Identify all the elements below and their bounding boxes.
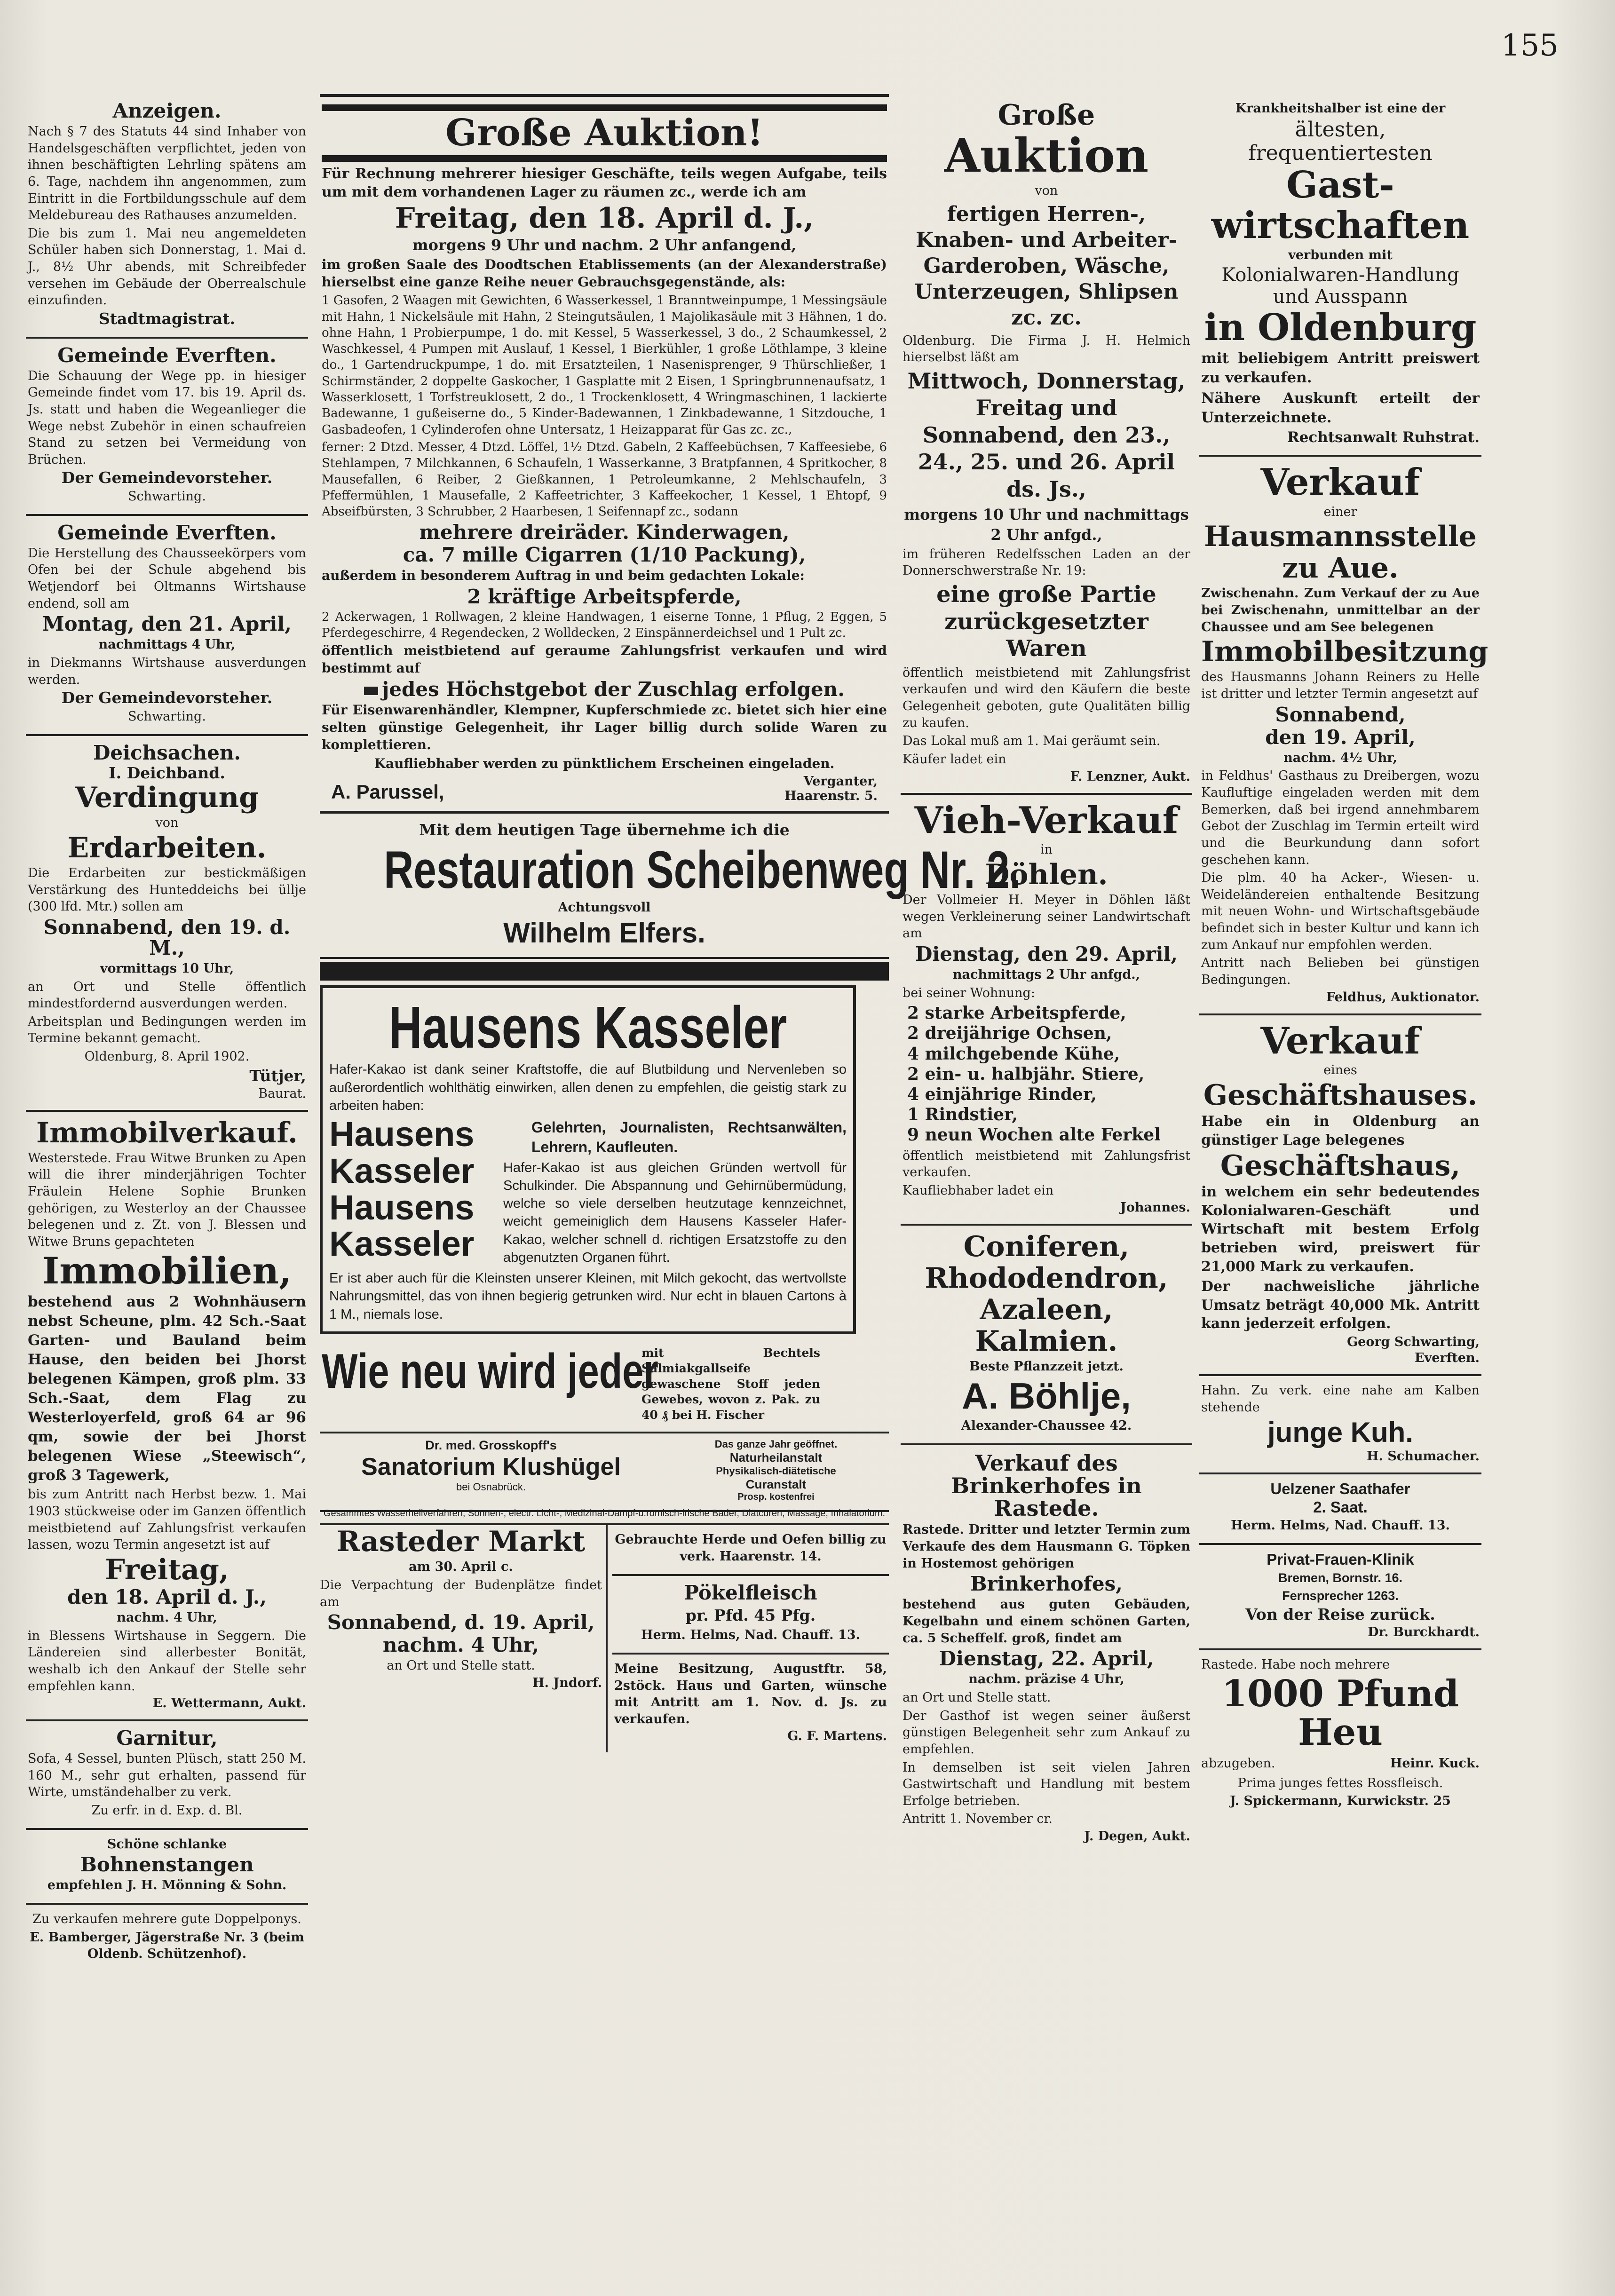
ad-signature: Tütjer, [249, 1066, 306, 1085]
ad-place: Oldenburg, 8. April 1902. [84, 1049, 250, 1064]
ad-signature: A. Böhlje, [962, 1375, 1131, 1417]
ad-saathafer [1199, 1474, 1481, 1545]
ad-coniferen [901, 1226, 1192, 1445]
ad-body: des Hausmanns Johann Reiners zu Helle ist dritter und letzter Termin angesetzt auf [1201, 670, 1480, 701]
ad-date: Dienstag, 22. April, [939, 1647, 1154, 1671]
ad-headline: Große [998, 99, 1095, 132]
ad-gemeinde-2 [26, 516, 308, 736]
ad-time: nachm. 4 Uhr, [117, 1610, 217, 1625]
ad-body: In demselben ist seit vielen Jahren Gastwirtschaft und Handlung mit bestem Erfolge betrieben. [902, 1760, 1190, 1808]
ad-title: 1000 Pfund Heu [1221, 1672, 1459, 1754]
ad-body: an Ort und Stelle öffentlich mindestfordernd ausverdungen werden. [28, 979, 306, 1011]
ad-body: Rastede. Dritter und letzter Termin zum Verkaufe des dem Hausmann G. Töpken in Hostemost gehörigen [902, 1522, 1190, 1571]
ad-signature: Georg Schwarting, [1347, 1334, 1480, 1349]
ad-body: Zu verkaufen mehrere gute Doppelponys. [32, 1912, 301, 1927]
ad-signature: Johannes. [1120, 1200, 1190, 1215]
ad-items: 1 Gasofen, 2 Waagen mit Gewichten, 6 Wasserkessel, 1 Branntweinpumpe, 1 Messingsäule mit Hahn, 1 Nickelsäule mit Hahn, 2 Steingutsäulen, 1 Majolikasäule mit 3 Hähnen, 1 do. ohne Hahn, 1 Probierpumpe, 1 do. mit Kessel, 5 Wasserkessel, 3 do., 2 Schaumkessel, 2 Waschkessel, 4 Pumpen mit Auslauf, 1 Kessel, 1 Bierkühler, 1 große Löthlampe, 3 kleine do., 1 Gartendruckpumpe, 1 do. mit Ersatzteilen, 1 Nasenisprenger, 9 Thürschließer, 1 Schirmständer, 2 doppelte Gaskocher, 1 Gasplatte mit 2 Eisen, 1 Springbrunnenaufsatz, 1 Wasserklosett, 1 Torfstreuklosett, 2 do., 1 Trockenklosett, 4 Wringmaschinen, 1 lackierte Badewanne, 1 gußeiserne do., 5 Kinder-Badewannen, 1 Zinkbadewanne, 1 Sitzdouche, 1 Gasbadeofen, 1 Cylinderofen ohne Untersatz, 1 Heizapparat für Gas zc. zc., [322, 293, 887, 437]
ad-title: Geschäftshauses. [1203, 1079, 1478, 1112]
ad-time: nachm. 4½ Uhr, [1283, 750, 1397, 765]
ad-side-text: Kasseler [329, 1151, 475, 1190]
ad-title: Vieh-Verkauf [914, 799, 1179, 842]
ad-subtitle: I. Deichband. [109, 763, 225, 782]
ad-address: Herm. Helms, Nad. Chauff. 13. [641, 1628, 860, 1643]
ad-time: nachmittags 4 Uhr, [98, 637, 236, 652]
ad-doctor: Dr. med. Grosskopff's [425, 1438, 557, 1452]
ad-body: an Ort und Stelle statt. [387, 1658, 535, 1673]
ad-place: im großen Saale des Doodtschen Etablissements (an der Alexanderstraße) hierselbst eine ganze Reihe neuer Gebrauchsgegenstände, als: [322, 257, 887, 290]
ad-title: Auktion [944, 129, 1149, 183]
ad-body: Gebrauchte Herde und Oefen billig zu verk. Haarenstr. 14. [615, 1532, 887, 1564]
ad-signature: G. F. Martens. [787, 1729, 887, 1744]
ad-address: Bremen, Bornstr. 16. [1278, 1570, 1403, 1585]
ad-body: Die bis zum 1. Mai neu angemeldeten Schüler haben sich Donnerstag, 1. Mai d. J., 8½ Uhr abends, mit Schreibfeder versehen im Gebäude der Oberrealschule einzufinden. [28, 226, 306, 308]
ad-wie-neu [320, 1339, 889, 1433]
ad-time: nachm. präzise 4 Uhr, [968, 1672, 1124, 1687]
ad-signature: Wilhelm Elfers. [503, 917, 705, 949]
ad-highlight: ca. 7 mille Cigarren (1/10 Packung), [403, 543, 806, 566]
ad-body: Rastede. Habe noch mehrere [1201, 1657, 1390, 1672]
ad-body: Meine Besitzung, Augustftr. 58, 2stöck. Haus und Garten, wünsche mit Antritt am 1. Nov. d. Js. zu verkaufen. [614, 1661, 887, 1726]
ad-sign-block [784, 774, 878, 803]
ad-title: Anzeigen. [112, 99, 222, 122]
ad-title: Uelzener Saathafer [1270, 1480, 1410, 1498]
ad-bottom-right [612, 1525, 889, 1752]
ad-sanatorium-right [665, 1438, 887, 1503]
ad-title: Bohnenstangen [80, 1853, 254, 1876]
ad-garnitur [26, 1721, 308, 1830]
ad-body: außerdem in besonderem Auftrag in und beim gedachten Lokale: [322, 567, 805, 583]
ad-body: im früheren Redelfsschen Laden an der Donnerschwerstraße Nr. 19: [902, 546, 1190, 578]
ad-title: Wie neu wird jeder [322, 1344, 658, 1399]
ad-body: Der Vollmeier H. Meyer in Döhlen läßt wegen Verkleinerung seiner Landwirtschaft am [902, 893, 1190, 941]
column-1 [26, 94, 308, 2267]
divider-bar [322, 155, 887, 162]
ad-bottom-row [320, 1523, 889, 1752]
ad-highlight: eine große Partie zurückgesetzter Waren [936, 581, 1156, 662]
ad-title: Immobilverkauf. [36, 1116, 298, 1149]
ad-body: Sofa, 4 Sessel, bunten Plüsch, statt 250 M. 160 M., sehr gut erhalten, passend für Wirte, umständehalber zu verk. [28, 1751, 306, 1800]
ad-body: bestehend aus guten Gebäuden, Kegelbahn und einem schönen Garten, ca. 5 Scheffelf. groß, findet am [902, 1597, 1190, 1646]
ad-body: Antritt 1. November cr. [902, 1812, 1053, 1827]
list-item: 2 dreijährige Ochsen, [907, 1023, 1112, 1044]
ad-gemeinde-1 [26, 339, 308, 516]
ad-body: in Diekmanns Wirtshause ausverdungen werden. [28, 656, 306, 687]
ad-junge-kuh [1199, 1376, 1481, 1474]
ad-side-text: Hausens [329, 1115, 475, 1154]
ad-phone: Fernsprecher 1263. [1282, 1589, 1399, 1603]
list-item: 4 milchgebende Kühe, [907, 1044, 1120, 1064]
ad-note: Zu erfr. in d. Exp. d. Bl. [91, 1803, 243, 1818]
ad-sign-row [322, 774, 887, 803]
ad-headline: Verkauf [1260, 1019, 1420, 1062]
ad-note: Naturheilanstalt [729, 1450, 823, 1465]
ad-sanatorium [320, 1433, 889, 1512]
ad-note: Physikalisch-diätetische [716, 1465, 836, 1477]
list-item: 9 neun Wochen alte Ferkel [907, 1125, 1161, 1145]
ad-body: Oldenburg. Die Firma J. H. Helmich hierselbst läßt am [902, 333, 1190, 365]
list-item: 4 einjährige Rinder, [907, 1085, 1097, 1104]
ad-title: Sanatorium Klushügel [361, 1453, 621, 1481]
ad-line: Kolonialwaren-Handlung [1221, 264, 1459, 286]
ad-headline: Geschäftshaus, [1220, 1149, 1461, 1183]
ad-goods: fertigen Herren-, Knaben- und Arbeiter-Garderoben, Wäsche, Unterzeugen, Shlipsen zc. zc. [914, 202, 1179, 330]
ad-signature: Rechtsanwalt Ruhstrat. [1287, 428, 1480, 446]
ad-von: von [155, 815, 179, 831]
ad-date: Sonnabend, d. 19. April, [327, 1611, 595, 1634]
ad-body: mit Bechtels Salmiakgallseife gewaschene Stoff jeden Gewebes, wovon z. Pak. zu 40 ₰ bei H. Fischer [641, 1346, 820, 1422]
ad-geschaeftshaus [1199, 1015, 1481, 1376]
ad-highlight: 2 kräftige Arbeitspferde, [467, 585, 742, 608]
ad-body: Hafer-Kakao ist aus gleichen Gründen wertvoll für Schulkinder. Die Abspannung und Gehirnübermüdung, welche so viele derselben heutzutage kennzeichnet, weicht gemeiniglich dem Hausens Kasseler Hafer-Kakao, welcher schnell d. richtigen Ersatzstoffe zu den abgenutzten Organen führt. [503, 1160, 847, 1265]
ad-headline: Verdingung [75, 781, 259, 815]
ad-body: in Blessens Wirtshause in Seggern. Die Ländereien sind allerbester Bonität, weshalb ich den Ankauf der Stelle sehr empfehlen kann. [28, 1628, 306, 1694]
ad-date: Montag, den 21. April, [42, 612, 292, 636]
ad-signature: Stadtmagistrat. [98, 309, 235, 328]
ad-subtitle: 2. Saat. [1313, 1498, 1368, 1516]
ad-kleider-auktion [901, 94, 1192, 795]
ad-body: Hahn. Zu verk. eine nahe am Kalben stehende [1201, 1383, 1480, 1415]
ad-body: Hafer-Kakao ist dank seiner Kraftstoffe, die auf Blutbildung und Nervenleben so außerordentlich wohlthätig einwirken, allen denen zu empfehlen, die geistig stark zu arbeiten haben: [329, 1062, 847, 1113]
ad-date: am 30. April c. [409, 1560, 513, 1575]
ad-title: junge Kuh. [1267, 1417, 1413, 1449]
ad-date: Dienstag, den 29. April, [915, 942, 1178, 966]
ad-highlight-text: jedes Höchstgebot der Zuschlag erfolgen. [382, 678, 845, 701]
ad-line: ältesten, [1295, 117, 1386, 142]
ad-line: frequentiertesten [1248, 141, 1433, 165]
ad-gastwirtschaft [1199, 94, 1481, 457]
ad-body: Die Herstellung des Chausseekörpers vom Ofen bei der Schule abgehend bis Wetjendorf bei Oltmanns Wirtshause endend, soll am [28, 546, 306, 611]
ad-body: Der Gasthof ist wegen seiner äußerst günstigen Belegenheit sehr zum Ankauf zu empfehlen. [902, 1708, 1190, 1757]
ad-body: in welchem ein sehr bedeutendes Kolonialwaren-Geschäft und Wirtschaft mit bestem Erfolg betrieben wird, preiswert für 21,000 Mark zu verkaufen. [1201, 1184, 1480, 1275]
ad-hausens-side [329, 1116, 499, 1268]
ad-title: Privat-Frauen-Klinik [1267, 1551, 1414, 1568]
ad-body: an Ort und Stelle statt. [902, 1690, 1051, 1705]
ad-items: 2 Ackerwagen, 1 Rollwagen, 2 kleine Handwagen, 1 eiserne Tonne, 1 Pflug, 2 Eggen, 5 Pferdegeschirre, 4 Regendecken, 2 Wolldecken, 2 Einspännerdeichsel und 1 Pult zc. [322, 610, 887, 641]
ad-title: Hausmannsstelle [1204, 520, 1477, 554]
ad-signature: J. Spickermann, Kurwickstr. 25 [1230, 1794, 1451, 1809]
ad-address: Haarenstr. 5. [784, 789, 878, 804]
ad-signature: E. Wettermann, Aukt. [152, 1696, 306, 1711]
ad-oefen [612, 1525, 889, 1576]
ad-body: Kaufliebhaber werden zu pünktlichem Erscheinen eingeladen. [374, 756, 835, 772]
ad-signature: Feldhus, Auktionator. [1326, 990, 1480, 1005]
ad-body: Nähere Auskunft erteilt der Unterzeichnete. [1201, 390, 1480, 427]
column-4 [1199, 94, 1488, 2267]
ad-vieh-verkauf [901, 795, 1192, 1226]
ad-name: Schwarting. [128, 709, 206, 724]
ad-body: bei seiner Wohnung: [902, 985, 1035, 1000]
ad-body: Arbeitsplan und Bedingungen werden im Termine bekannt gemacht. [28, 1014, 306, 1046]
ad-pre: Krankheitshalber ist eine der [1235, 101, 1446, 116]
ad-body: Er ist aber auch für die Kleinsten unserer Kleinen, mit Milch gekocht, das wertvollste Nahrungsmittel, das von ihnen begierig getrunken wird. Nur echt in blauen Cartons à 1 M., niemals lose. [329, 1271, 847, 1322]
ad-date: Sonnabend, [1275, 703, 1406, 726]
ad-body: öffentlich meistbietend mit Zahlungsfrist verkaufen. [902, 1148, 1190, 1180]
ad-line: und Ausspann [1273, 286, 1408, 308]
ad-date: Sonnabend, den 19. d. M., [43, 915, 291, 959]
ad-in: in [1040, 842, 1053, 857]
ad-date: den 18. April d. J., [67, 1585, 267, 1608]
ad-hausens-kasseler [320, 985, 856, 1334]
ad-body: Der nachweisliche jährliche Umsatz beträgt 40,000 Mk. Antritt kann jederzeit erfolgen. [1201, 1278, 1480, 1332]
ad-signature: J. Degen, Aukt. [1084, 1829, 1190, 1844]
ad-body: Das Lokal muß am 1. Mai geräumt sein. [902, 734, 1161, 749]
ad-price: pr. Pfd. 45 Pfg. [685, 1606, 816, 1624]
ad-headline: Verkauf [1260, 460, 1420, 504]
ad-hausens-layout [329, 1116, 847, 1268]
ad-title: Hausens Kasseler [388, 994, 787, 1061]
ad-heu [1199, 1650, 1481, 1819]
ad-place: zu Aue. [1282, 552, 1399, 585]
ad-date: Freitag, den 18. April d. J., [395, 202, 814, 235]
ad-poekelfleisch [612, 1576, 889, 1655]
ad-highlight: Gelehrten, Journalisten, Rechtsanwälten, Lehrern, Kaufleuten. [531, 1119, 847, 1156]
ad-sanatorium-left [322, 1438, 660, 1503]
ad-body: Für Eisenwarenhändler, Klempner, Kupferschmiede zc. bietet sich hier eine selten günstige Gelegenheit, ihr Lager billig durch solide Waren zu komplettieren. [322, 702, 887, 753]
ad-body: abzugeben. [1201, 1756, 1275, 1771]
ad-body: Kaufliebhaber ladet ein [902, 1183, 1054, 1198]
ad-body: bis zum Antritt nach Herbst bezw. 1. Mai 1903 stückweise oder im Ganzen öffentlich meistbietend auf Zahlungsfrist verkaufen lassen, wozu Termin angesetzt ist auf [28, 1487, 306, 1552]
ad-signature: Heinr. Kuck. [1390, 1756, 1480, 1771]
ad-body: eines [1323, 1063, 1357, 1078]
column-3 [901, 94, 1192, 2267]
ad-body: verbunden mit [1288, 247, 1393, 262]
ad-rasteder-markt [320, 1525, 608, 1752]
ad-body: einer [1323, 504, 1357, 519]
ad-signature: A. Parussel, [331, 781, 444, 803]
ad-line: Coniferen, [963, 1230, 1130, 1264]
ad-deichsachen [26, 736, 308, 1112]
ad-immobilverkauf [26, 1112, 308, 1721]
ad-anzeigen [26, 94, 308, 339]
ad-body: öffentlich meistbietend mit Zahlungsfrist verkaufen und wird den Käufern die beste Gelegenheit geboten, gute Qualitäten billig zu kaufen. [902, 665, 1190, 730]
ad-title: Rasteder Markt [336, 1525, 586, 1559]
ad-pre: Achtungsvoll [558, 900, 651, 915]
ad-title: Gemeinde Everften. [57, 521, 277, 544]
ad-frauen-klinik [1199, 1545, 1481, 1650]
ad-line: Azaleen, [980, 1293, 1113, 1327]
page-number: 155 [1501, 28, 1559, 63]
ad-signature: Der Gemeindevorsteher. [61, 689, 273, 707]
list-item: 2 ein- u. halbjähr. Stiere, [907, 1064, 1145, 1084]
ad-role: Verganter, [803, 774, 878, 789]
ad-body: Die Schauung der Wege pp. in hiesiger Gemeinde findet vom 17. bis 19. April ds. Js. statt und haben die Wegeanlieger die Wege nebst Zubehör in einen schaufreien Stand zu setzen bei Vermeidung von Brüchen. [28, 368, 306, 467]
ad-highlight: mehrere dreiräder. Kinderwagen, [419, 520, 790, 544]
ad-title: Große Auktion! [445, 111, 763, 154]
ad-body: Habe ein in Oldenburg an günstiger Lage belegenes [1201, 1113, 1480, 1148]
list-item: 1 Rindstier, [907, 1105, 1018, 1125]
ad-body: mit beliebigem Antritt preiswert zu verkaufen. [1201, 350, 1480, 387]
ad-body: Prima junges fettes Rossfleisch. [1237, 1775, 1443, 1790]
divider-bar [320, 962, 889, 981]
ad-signature: H. Schumacher. [1367, 1449, 1480, 1464]
list-item: 2 starke Arbeitspferde, [907, 1003, 1126, 1023]
ad-place: Everften. [1415, 1350, 1480, 1365]
ad-body: Zwischenahn. Zum Verkauf der zu Aue bei Zwischenahn, unmittelbar an der Chaussee und am See belegenen [1201, 586, 1480, 634]
ad-note: Das ganze Jahr geöffnet. [714, 1438, 838, 1450]
ad-ponys [26, 1905, 308, 1971]
ad-highlight [322, 679, 887, 700]
ad-pre: Schöne schlanke [107, 1837, 227, 1852]
divider-bar [322, 104, 887, 111]
ad-headline: Von der Reise zurück. [1245, 1605, 1435, 1623]
ad-title: Deichsachen. [93, 741, 241, 764]
ad-brinkerhof [901, 1445, 1192, 1853]
ad-besitzung [612, 1655, 889, 1753]
ad-time: nachm. 4 Uhr, [382, 1633, 539, 1657]
ad-hausmannsstelle [1199, 457, 1488, 1015]
ad-hausens-text [503, 1116, 847, 1268]
ad-title: Pökelfleisch [684, 1581, 817, 1604]
ad-title: Garnitur, [116, 1726, 218, 1750]
ad-bohnenstangen [26, 1830, 308, 1905]
ad-signature: E. Bamberger, Jägerstraße Nr. 3 (beim Oldenb. Schützenhof). [30, 1930, 304, 1962]
ad-place: bei Osnabrück. [456, 1481, 526, 1493]
ad-body: Westerstede. Frau Witwe Brunken zu Apen will die ihrer minderjährigen Tochter Fräulein Helene Sophie Brunken gehörigen, zu Westerloy an der Chaussee belegenen und z. Zt. von J. Blessen und Witwe Bruns gepachteten [28, 1150, 306, 1249]
ad-title: Verkauf des Brinkerhofes in Rastede. [951, 1450, 1142, 1521]
ad-grosse-auktion [320, 94, 889, 814]
pointing-hand-icon [364, 687, 378, 695]
ad-item-list [907, 1003, 1190, 1145]
ad-time: morgens 10 Uhr und nachmittags 2 Uhr anfgd., [904, 506, 1189, 544]
ad-body: Nach § 7 des Statuts 44 sind Inhaber von Handelsgeschäften verpflichtet, jeden von ihnen beschäftigten Lehrling spätens am 6. Tage, nachdem ihn angenommen, zum Eintritt in die Fortbildungsschule auf dem Meldebureau des Rathauses anzumelden. [28, 124, 306, 223]
ad-headline: wirtschaften [1211, 204, 1470, 247]
ad-signature: H. Jndorf. [532, 1676, 602, 1691]
ad-line: Kalmien. [975, 1325, 1118, 1358]
ad-place: Döhlen. [985, 858, 1108, 892]
ad-body: Die plm. 40 ha Acker-, Wiesen- u. Weideländereien enthaltende Besitzung mit neuen Wohn- und Wirtschaftsgebäude befindet sich in bester Kultur und kann ich zum Ankauf nur empfohlen werden. [1201, 871, 1480, 952]
ad-side-text: Hausens [329, 1188, 475, 1227]
ad-title: Gemeinde Everften. [57, 343, 277, 367]
ad-line: Rhododendron, [925, 1262, 1168, 1295]
ad-intro: Mit dem heutigen Tage übernehme ich die [419, 821, 790, 839]
ad-headline: Immobilien, [42, 1250, 292, 1293]
ad-note: Beste Pflanzzeit jetzt. [969, 1359, 1124, 1374]
ad-headline: Immobilbesitzung [1201, 635, 1488, 669]
ad-headline: in Oldenburg [1204, 306, 1477, 349]
ad-signature: Der Gemeindevorsteher. [61, 468, 273, 487]
ad-time: nachmittags 2 Uhr anfgd., [952, 967, 1140, 982]
ad-time: morgens 9 Uhr und nachm. 2 Uhr anfangend, [412, 236, 797, 254]
ad-address: Alexander-Chaussee 42. [961, 1418, 1132, 1433]
ad-address: Herm. Helms, Nad. Chauff. 13. [1231, 1518, 1450, 1533]
ad-date: den 19. April, [1265, 725, 1416, 749]
ad-date: Mittwoch, Donnerstag, Freitag und Sonnabend, den 23., 24., 25. und 26. April ds. Js., [907, 368, 1186, 502]
ad-heu-footer [1201, 1754, 1480, 1773]
ad-headline: Gast- [1286, 164, 1394, 206]
ad-intro: Für Rechnung mehrerer hiesiger Geschäfte, teils wegen Aufgabe, teils um mit dem vorhandenen Lager zu räumen zc., werde ich am [322, 165, 887, 201]
ad-body: bestehend aus 2 Wohnhäusern nebst Scheune, plm. 42 Sch.-Saat Garten- und Bauland beim Hause, den beiden bei Jhorst belegenen Kämpen, groß plm. 33 Sch.-Saat, dem Flag zu Westerloyerfeld, groß 64 ar 96 qm, sowie der bei Jhorst belegenen Wiese „Steewisch“, groß 3 Tagewerk, [28, 1293, 306, 1484]
ad-time: vormittags 10 Uhr, [100, 961, 234, 976]
ad-note: Prosp. kostenfrei [737, 1491, 815, 1502]
ad-headline: Brinkerhofes, [970, 1572, 1123, 1596]
ad-body: Antritt nach Belieben bei günstigen Bedingungen. [1201, 956, 1480, 987]
ad-body: öffentlich meistbietend auf geraume Zahlungsfrist verkaufen und wird bestimmt auf [322, 643, 887, 676]
ad-side-text: Kasseler [329, 1224, 475, 1264]
ad-signature: F. Lenzner, Aukt. [1070, 769, 1190, 784]
ad-body: in Feldhus' Gasthaus zu Dreibergen, wozu Kaufluftige eingeladen werden mit dem Bemerken, daß bei irgend annehmbarem Gebot der Zuschlag im Termin erteilt wird und die Beurkundung dann sofort geschehen kann. [1201, 768, 1480, 867]
ad-body: Die Erdarbeiten zur bestickmäßigen Verstärkung des Hunteddeichs bei üllje (300 lfd. Mtr.) sollen am [28, 865, 306, 914]
ad-body: Die Verpachtung der Budenplätze findet am [320, 1578, 602, 1609]
ad-von: von [1035, 183, 1058, 198]
ad-date: Freitag, [105, 1553, 229, 1586]
ad-sanatorium-small: Gesammtes Wasserheilverfahren, Sonnen-, electr. Licht-, Medizinal-Dampf-u.römisch-irische Bäder, Diätcuren, Massage, Inhalatorium. [323, 1508, 886, 1519]
ad-role: Baurat. [258, 1086, 306, 1101]
ad-restauration [320, 814, 1021, 959]
ad-headline: Erdarbeiten. [67, 831, 267, 864]
ad-note: Curanstalt [745, 1477, 807, 1491]
ad-body: Käufer ladet ein [902, 752, 1006, 767]
ad-items: ferner: 2 Dtzd. Messer, 4 Dtzd. Löffel, 1½ Dtzd. Gabeln, 2 Kaffeebüchsen, 7 Kaffeesiebe, 6 Stehlampen, 7 Milchkannen, 6 Schaufeln, 1 Wasserkanne, 3 Bratpfannen, 4 Spritkocher, 8 Mausefallen, 6 Reiber, 2 Gießkannen, 1 Petroleumkanne, 2 Mehlschaufeln, 3 Pfeffermühlen, 1 Mausefalle, 2 Kaffeetrichter, 3 Kaffeekocher, 1 Kessel, 1 Ehtopf, 9 Abseifbürsten, 3 Schrubber, 2 Haarbesen, 1 Seifennapf zc., sodann [322, 440, 887, 519]
ad-signature: Dr. Burckhardt. [1368, 1624, 1480, 1639]
ad-body: empfehlen J. H. Mönning & Sohn. [47, 1878, 287, 1893]
ad-title: Restauration Scheibenweg Nr. 2. [384, 840, 1021, 899]
ad-name: Schwarting. [128, 489, 206, 504]
